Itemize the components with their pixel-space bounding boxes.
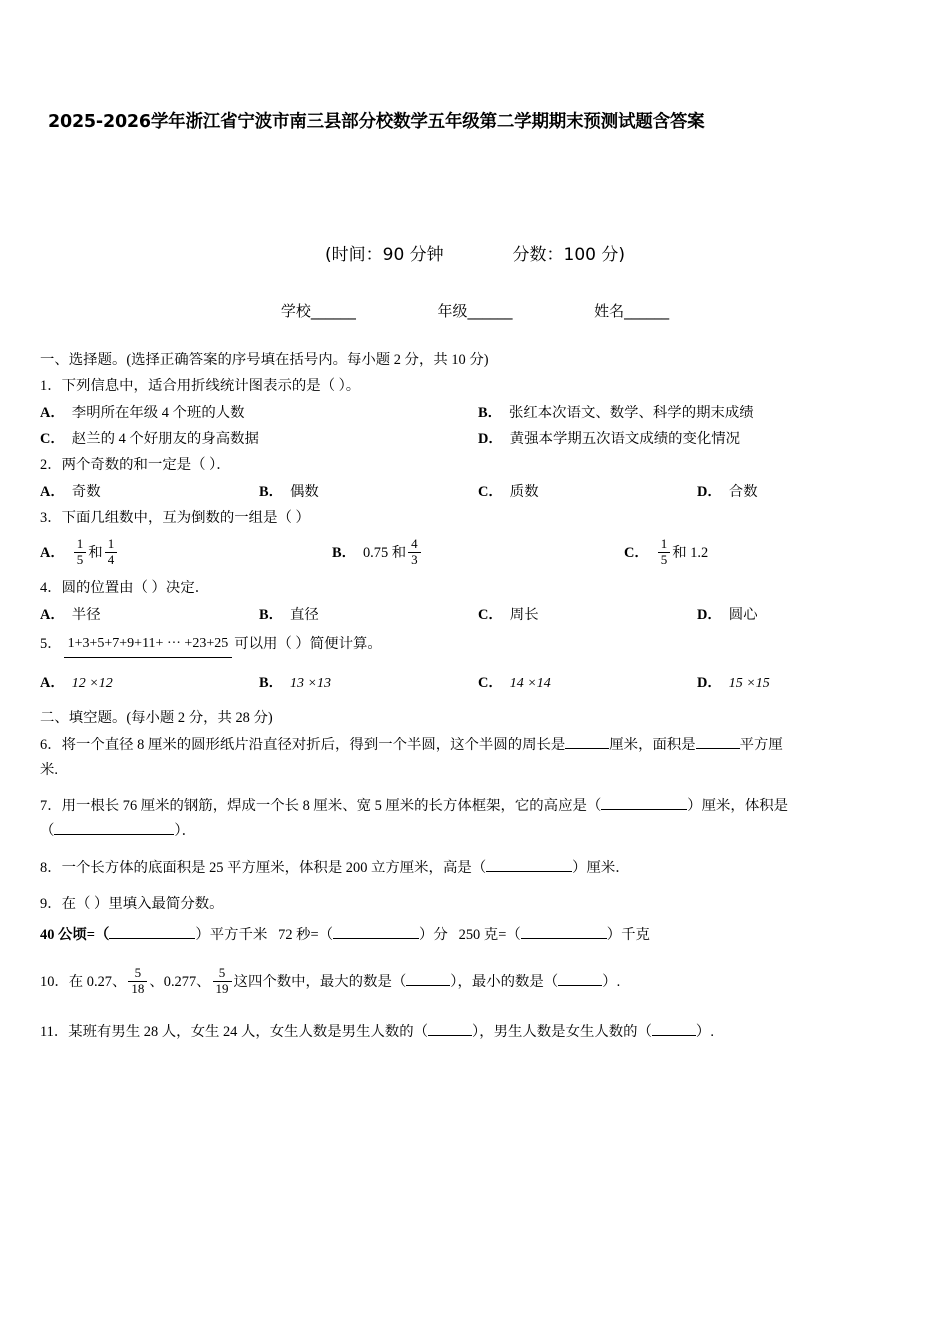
question-5-text: 可以用（ ）简便计算。 xyxy=(234,636,382,653)
option-1-b-text: 张红本次语文、数学、科学的期末成绩 xyxy=(509,404,754,421)
option-3-c-fraction: $\frac{1}{5}$ xyxy=(658,537,671,568)
option-3-b-pre: 0.75 和 xyxy=(362,545,407,562)
option-3-a-mid: 和 xyxy=(88,545,103,562)
option-4-a xyxy=(40,604,259,627)
option-5-a xyxy=(40,672,259,696)
name-field: 姓名______ xyxy=(594,302,670,320)
question-6-number: 6． xyxy=(40,736,62,753)
question-11-part3: ）. xyxy=(695,1023,714,1040)
question-6-cont xyxy=(40,759,916,782)
question-8 xyxy=(40,857,916,880)
option-2-a xyxy=(40,481,259,504)
question-9-blank-1 xyxy=(109,938,195,939)
option-4-a-label: A． xyxy=(40,606,65,623)
section-two-heading: 二、填空题。(每小题 2 分，共 28 分) xyxy=(40,710,273,727)
question-6 xyxy=(40,734,916,757)
option-1-d xyxy=(478,428,916,451)
question-9-b: ）平方千米 xyxy=(195,927,268,944)
time-score-line xyxy=(0,240,950,265)
option-5-c-text: 14 ×14 xyxy=(509,675,551,691)
question-7-part4: ）． xyxy=(174,823,196,840)
question-3-number: 3． xyxy=(40,509,62,526)
question-1-number: 1． xyxy=(40,378,62,395)
option-4-b xyxy=(259,604,478,627)
question-8-part2: ）厘米． xyxy=(572,859,630,876)
option-3-c-mid: 和 1.2 xyxy=(672,545,709,562)
option-5-a-label: A． xyxy=(40,674,65,691)
option-1-c xyxy=(40,428,478,451)
option-5-b xyxy=(259,672,478,696)
option-5-a-text: 12 ×12 xyxy=(71,675,113,691)
question-11-part2: ），男生人数是女生人数的（ xyxy=(472,1023,652,1040)
question-8-blank xyxy=(486,871,572,872)
question-9-blank-3 xyxy=(521,938,607,939)
option-1-b xyxy=(478,402,916,425)
question-8-number: 8． xyxy=(40,859,62,876)
question-9-blank-2 xyxy=(333,938,419,939)
question-10-number: 10． xyxy=(40,973,69,990)
option-3-a-label: A． xyxy=(40,545,65,562)
option-3-a xyxy=(40,538,332,569)
question-4-number: 4． xyxy=(40,580,62,597)
option-3-b-label: B． xyxy=(331,545,356,562)
option-4-d xyxy=(697,604,916,627)
question-7 xyxy=(40,795,916,818)
option-2-b-label: B． xyxy=(259,483,283,500)
option-5-b-text: 13 ×13 xyxy=(290,675,331,691)
option-3-b-fraction: $\frac{4}{3}$ xyxy=(408,537,421,568)
option-2-b-text: 偶数 xyxy=(290,483,319,500)
option-4-d-text: 圆心 xyxy=(728,606,758,623)
option-5-d xyxy=(697,672,916,696)
option-1-a-text: 李明所在年级 4 个班的人数 xyxy=(71,404,245,421)
question-11-number: 11． xyxy=(40,1023,69,1040)
question-10 xyxy=(40,964,916,998)
question-6-part2: 厘米，面积是 xyxy=(609,736,696,753)
question-4 xyxy=(40,577,916,600)
question-3 xyxy=(40,507,916,530)
question-10-end: ）. xyxy=(602,973,621,990)
option-5-c-label: C． xyxy=(478,674,503,691)
option-2-d-text: 合数 xyxy=(728,483,758,500)
option-4-c xyxy=(478,604,697,627)
option-3-c-label: C． xyxy=(623,545,649,562)
question-9-e: 250 克=（ xyxy=(458,927,521,944)
question-5-expression: 1+3+5+7+9+11+ ··· +23+25 xyxy=(64,633,233,658)
exam-body xyxy=(40,345,916,1046)
question-11-blank-2 xyxy=(652,1035,696,1036)
option-4-d-label: D． xyxy=(697,606,722,623)
question-7-blank-2 xyxy=(54,834,174,835)
question-4-text: 圆的位置由（ ）决定． xyxy=(61,580,210,597)
question-2-number: 2． xyxy=(40,457,62,474)
option-2-d-label: D． xyxy=(697,483,722,500)
school-field: 学校______ xyxy=(280,302,356,320)
question-10-fraction-1: $\frac{5}{18}$ xyxy=(128,966,147,997)
question-1-options xyxy=(40,402,916,425)
exam-time: (时间：90 分钟 xyxy=(325,245,444,265)
question-1 xyxy=(40,375,916,398)
option-2-a-text: 奇数 xyxy=(71,483,101,500)
option-3-c xyxy=(624,538,916,569)
option-5-d-label: D． xyxy=(697,674,722,691)
question-9-c: 72 秒=（ xyxy=(278,927,334,944)
question-6-blank-2 xyxy=(696,748,740,749)
option-5-b-label: B． xyxy=(259,674,283,691)
option-4-a-text: 半径 xyxy=(71,606,101,623)
page-title: 2025-2026学年浙江省宁波市南三县部分校数学五年级第二学期期末预测试题含答案 xyxy=(48,112,705,132)
question-9-number: 9． xyxy=(40,896,62,913)
option-4-b-label: B． xyxy=(259,606,283,623)
question-1-text: 下列信息中，适合用折线统计图表示的是（ ）。 xyxy=(61,378,361,395)
option-5-c xyxy=(478,672,697,696)
question-6-blank-1 xyxy=(565,748,609,749)
question-10-mid2: 这四个数中，最大的数是（ xyxy=(233,973,407,990)
question-10-blank-2 xyxy=(558,985,602,986)
option-1-a xyxy=(40,402,478,425)
option-1-d-label: D． xyxy=(478,430,503,447)
question-9-text: 在（ ）里填入最简分数。 xyxy=(61,896,224,913)
student-fields xyxy=(0,300,950,321)
question-9-d: ）分 xyxy=(419,927,448,944)
question-10-blank-1 xyxy=(406,985,450,986)
question-6-part4: 米. xyxy=(40,761,58,778)
question-9-line xyxy=(40,924,916,947)
question-6-part1: 将一个直径 8 厘米的圆形纸片沿直径对折后，得到一个半圆，这个半圆的周长是 xyxy=(61,736,566,753)
option-4-b-text: 直径 xyxy=(290,606,319,623)
option-3-a-fraction-2: $\frac{1}{4}$ xyxy=(105,537,118,568)
option-1-d-text: 黄强本学期五次语文成绩的变化情况 xyxy=(509,430,741,447)
question-10-mid1: 、0.277、 xyxy=(149,973,211,990)
question-7-part2: ）厘米，体积是 xyxy=(687,798,788,815)
question-7-part3: （ xyxy=(40,823,55,840)
option-2-a-label: A． xyxy=(40,483,65,500)
option-2-c-text: 质数 xyxy=(509,483,539,500)
question-5-options xyxy=(40,672,916,696)
question-3-options xyxy=(40,538,916,569)
question-5-number: 5． xyxy=(40,636,62,653)
question-11-part1: 某班有男生 28 人，女生 24 人，女生人数是男生人数的（ xyxy=(68,1023,429,1040)
question-11 xyxy=(40,1021,916,1044)
question-11-blank-1 xyxy=(428,1035,472,1036)
question-1-options-2 xyxy=(40,428,916,451)
question-10-mid3: ），最小的数是（ xyxy=(450,973,559,990)
question-10-fraction-2: $\frac{5}{19}$ xyxy=(213,966,232,997)
option-2-d xyxy=(697,481,916,504)
question-5 xyxy=(40,633,916,658)
question-3-text: 下面几组数中，互为倒数的一组是（ ） xyxy=(61,509,310,526)
question-9-f: ）千克 xyxy=(606,927,650,944)
option-3-a-fraction-1: $\frac{1}{5}$ xyxy=(74,537,87,568)
question-2-text: 两个奇数的和一定是（ ）． xyxy=(61,457,231,474)
exam-score: 分数：100 分) xyxy=(512,245,625,265)
question-2 xyxy=(40,454,916,477)
option-2-b xyxy=(259,481,478,504)
question-9-a: 40 公顷=（ xyxy=(40,927,110,944)
grade-field: 年级______ xyxy=(437,302,513,320)
option-1-b-label: B． xyxy=(478,404,502,421)
question-9 xyxy=(40,893,916,916)
section-one-heading: 一、选择题。(选择正确答案的序号填在括号内。每小题 2 分，共 10 分) xyxy=(40,352,489,368)
option-1-c-label: C． xyxy=(40,430,65,447)
option-2-c-label: C． xyxy=(478,483,503,500)
option-4-c-text: 周长 xyxy=(509,606,539,623)
question-7-cont xyxy=(40,820,916,843)
question-8-part1: 一个长方体的底面积是 25 平方厘米，体积是 200 立方厘米，高是（ xyxy=(61,859,487,876)
option-4-c-label: C． xyxy=(478,606,503,623)
question-4-options xyxy=(40,604,916,627)
question-7-number: 7． xyxy=(40,798,62,815)
question-7-blank-1 xyxy=(601,809,687,810)
question-6-part3: 平方厘 xyxy=(739,736,783,753)
option-5-d-text: 15 ×15 xyxy=(728,675,770,691)
question-7-part1: 用一根长 76 厘米的钢筋，焊成一个长 8 厘米、宽 5 厘米的长方体框架，它的高应是（ xyxy=(61,798,602,815)
question-10-pre: 在 0.27、 xyxy=(68,973,127,990)
option-1-c-text: 赵兰的 4 个好朋友的身高数据 xyxy=(71,430,259,447)
option-1-a-label: A． xyxy=(40,404,65,421)
question-2-options xyxy=(40,481,916,504)
option-3-b xyxy=(332,538,624,569)
option-2-c xyxy=(478,481,697,504)
